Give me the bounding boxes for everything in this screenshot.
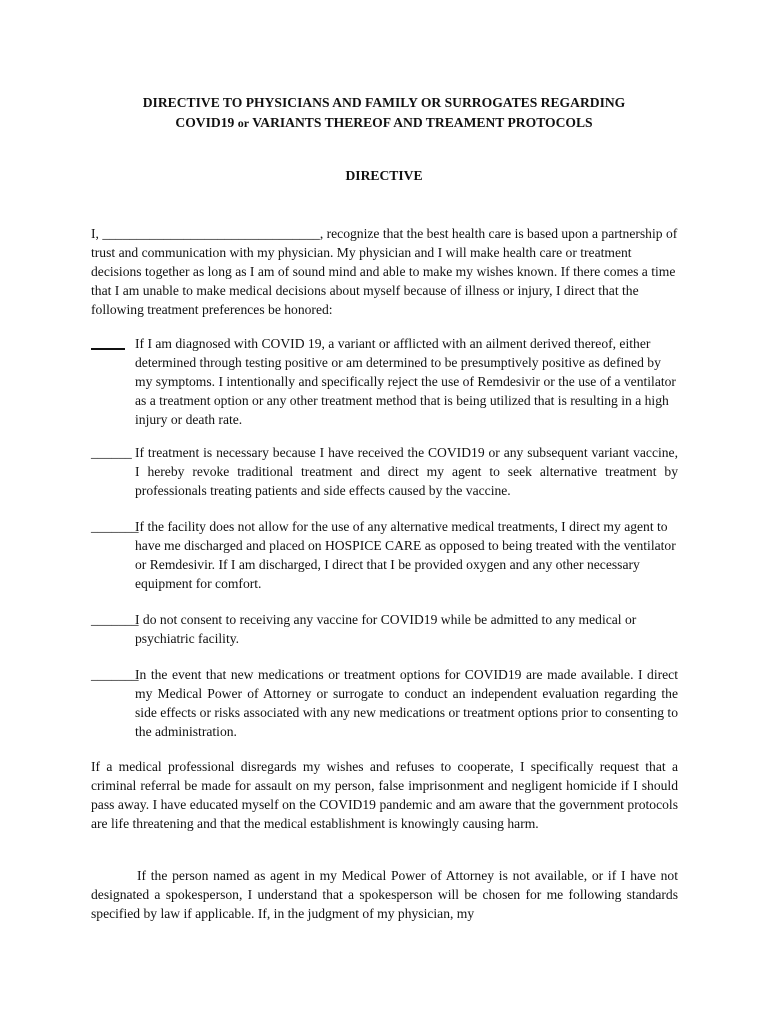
agent-paragraph: If the person named as agent in my Medical Power of Attorney is not available, or if I have not designated a spokesperson, I understand that a spokesperson will be chosen for me following standards specified by law if applicable. If, in the judgment of my physician, my xyxy=(91,868,678,921)
title-line-2a: COVID19 xyxy=(175,115,235,130)
refusal-paragraph: If a medical professional disregards my wishes and refuses to cooperate, I specifically request that a criminal referral be made for assault on my person, false imprisonment and negligent homicide if I should pass away. I have educated myself on the COVID19 pandemic and am aware that the government protocols are life threatening and that the medical establishment is knowingly causing harm. xyxy=(91,759,678,831)
directive-item-3-text: If the facility does not allow for the use of any alternative medical treatments, I direct my agent to have me discharged and placed on HOSPICE CARE as opposed to being treated with the ventilator or Remdesivir. If I am discharged, I direct that I be provided oxygen and any other necessary equipment for comfort. xyxy=(135,519,676,591)
directive-heading: DIRECTIVE xyxy=(345,168,423,183)
directive-item-4-text: I do not consent to receiving any vaccine for COVID19 while be admitted to any medical or psychiatric facility. xyxy=(135,612,637,646)
title-line-1: DIRECTIVE TO PHYSICIANS AND FAMILY OR SURROGATES REGARDING xyxy=(142,95,626,110)
directive-item-2-text: If treatment is necessary because I have received the COVID19 or any subsequent variant vaccine, I hereby revoke traditional treatment and direct my agent to seek alternative treatment by professionals treating patients and side effects caused by the vaccine. xyxy=(135,445,678,498)
initial-blank-3: _______ xyxy=(91,519,139,534)
intro-paragraph: I, ________________________________, recognize that the best health care is based upon a partnership of trust and communication with my physician. My physician and I will make health care or treatment decisions together as long as I am of sound mind and able to make my wishes known. If there comes a time that I am unable to make medical decisions about myself because of illness or injury, I direct that the following treatment preferences be honored: xyxy=(91,226,678,317)
document-title xyxy=(60,93,708,133)
initial-blank-5: _______ xyxy=(91,667,139,682)
directive-item-1-text: If I am diagnosed with COVID 19, a variant or afflicted with an ailment derived thereof, either determined through testing positive or am determined to be presumptively positive as defined by my symptoms. I intentionally and specifically reject the use of Remdesivir or the use of a ventilator as a treatment option or any other treatment method that is being utilized that is resulting in a high injury or death rate. xyxy=(135,336,676,427)
directive-item-5-text: In the event that new medications or treatment options for COVID19 are made available. I direct my Medical Power of Attorney or surrogate to conduct an independent evaluation regarding the side effects or risks associated with any new medications or treatment options prior to consenting to the administration. xyxy=(135,667,678,739)
title-line-2-or: or xyxy=(237,116,250,130)
initial-blank-2: ______ xyxy=(91,445,132,460)
initial-blank-4: _______ xyxy=(91,612,139,627)
initial-blank-1 xyxy=(91,334,125,350)
title-line-2b: VARIANTS THEREOF AND TREAMENT PROTOCOLS xyxy=(252,115,593,130)
